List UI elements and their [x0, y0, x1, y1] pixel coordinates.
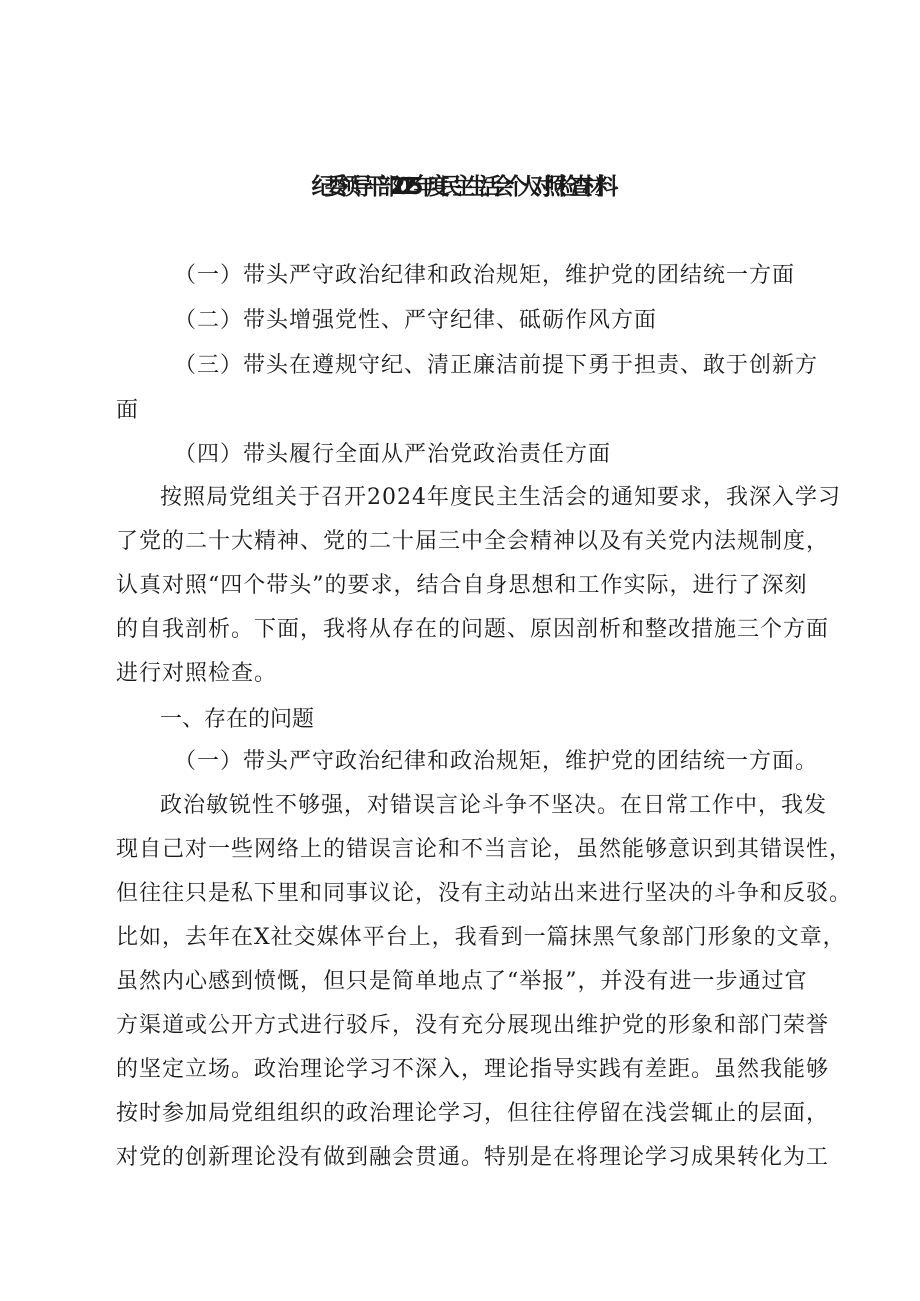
intro-line-5: 进行对照检查。: [116, 661, 278, 686]
body-line-7: 的坚定立场。政治理论学习不深入，理论指导实践有差距。虽然我能够: [116, 1057, 830, 1082]
intro-line-4: 的自我剖析。下面，我将从存在的问题、原因剖析和整改措施三个方面: [116, 617, 830, 642]
document-title: 纪委领导干部2025年度民主生活会个人对照检查材料: [311, 174, 609, 200]
body-line-2: 现自己对一些网络上的错误言论和不当言论，虽然能够意识到其错误性，: [116, 837, 853, 862]
section-heading: 一、存在的问题: [160, 707, 315, 732]
toc-item-2: （二）带头增强党性、严守纪律、砥砺作风方面: [174, 308, 658, 333]
body-line-6: 方渠道或公开方式进行驳斥，没有充分展现出维护党的形象和部门荣誉: [116, 1013, 830, 1038]
body-line-8: 按时参加局党组组织的政治理论学习，但往往停留在浅尝辄止的层面，: [116, 1101, 830, 1126]
toc-item-3: （三）带头在遵规守纪、清正廉洁前提下勇于担责、敢于创新方: [174, 353, 819, 378]
toc-item-3-continued: 面: [116, 398, 140, 423]
toc-item-4: （四）带头履行全面从严治党政治责任方面: [174, 442, 612, 467]
body-line-9: 对党的创新理论没有做到融会贯通。特别是在将理论学习成果转化为工: [116, 1145, 830, 1170]
body-line-4: 比如，去年在X社交媒体平台上，我看到一篇抹黑气象部门形象的文章，: [116, 925, 846, 950]
body-line-1: 政治敏锐性不够强，对错误言论斗争不坚决。在日常工作中，我发: [160, 793, 828, 818]
toc-item-1: （一）带头严守政治纪律和政治规矩，维护党的团结统一方面: [174, 263, 796, 288]
body-line-3: 但往往只是私下里和同事议论，没有主动站出来进行坚决的斗争和反驳。: [116, 881, 853, 906]
intro-line-3: 认真对照“四个带头”的要求，结合自身思想和工作实际，进行了深刻: [116, 573, 808, 598]
intro-line-2: 了党的二十大精神、党的二十届三中全会精神以及有关党内法规制度，: [116, 529, 830, 554]
body-line-5: 虽然内心感到愤慨，但只是简单地点了“举报”，并没有进一步通过官: [116, 969, 808, 994]
intro-line-1: 按照局党组关于召开2024年度民主生活会的通知要求，我深入学习: [160, 485, 841, 510]
subsection-heading: （一）带头严守政治纪律和政治规矩，维护党的团结统一方面。: [174, 749, 819, 774]
